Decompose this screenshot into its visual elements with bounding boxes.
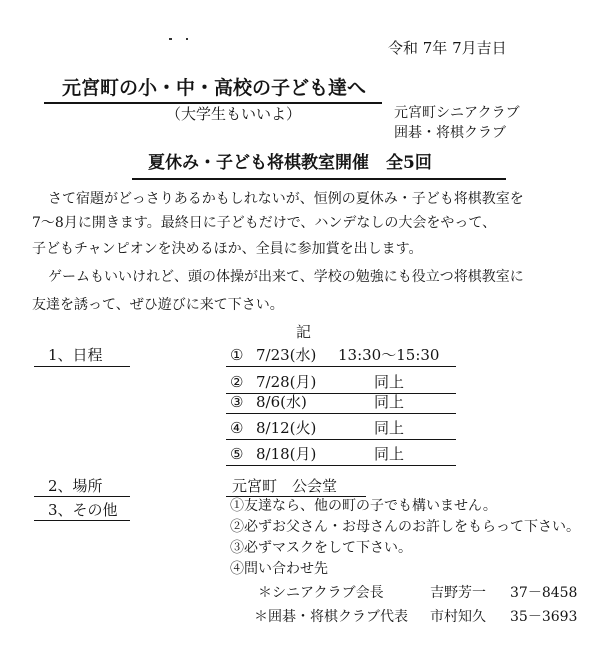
- sender-subclub: 囲碁・将棋クラブ: [394, 125, 506, 141]
- other-label-underline: [34, 520, 130, 521]
- schedule-row-time: 同上: [374, 393, 405, 411]
- place-label-underline: [34, 496, 130, 497]
- schedule-row-date: 8/18(月): [256, 445, 317, 463]
- title-underline: [132, 178, 506, 180]
- body-line: 子どもチャンピオンを決めるほか、全員に参加賞を出します。: [32, 241, 423, 257]
- issue-date: 令和 7年 7月吉日: [388, 39, 507, 57]
- addressee-note: （大学生もいいよ）: [166, 105, 302, 123]
- schedule-row-underline: [226, 413, 456, 414]
- place-value: 元宮町 公会堂: [232, 477, 338, 495]
- other-item: ④問い合わせ先: [230, 561, 328, 577]
- schedule-row-underline: [226, 465, 456, 466]
- schedule-row-time: 同上: [374, 373, 405, 391]
- schedule-row-number: ④: [230, 419, 244, 437]
- contact-role: ＊シニアクラブ会長: [258, 585, 384, 601]
- schedule-label: 1、日程: [48, 346, 103, 364]
- scan-speck: [186, 38, 188, 40]
- schedule-row: [230, 345, 440, 365]
- ki-mark: 記: [296, 323, 312, 341]
- schedule-row-time: 同上: [374, 445, 405, 463]
- addressee: 元宮町の小・中・高校の子ども達へ: [62, 77, 367, 99]
- schedule-row-time: 同上: [374, 419, 405, 437]
- body-line: ゲームもいいけれど、頭の体操が出来て、学校の勉強にも役立つ将棋教室に: [48, 269, 524, 285]
- schedule-row-number: ⑤: [230, 445, 244, 463]
- body-line: 友達を誘って、ぜひ遊びに来て下さい。: [32, 297, 284, 313]
- document-title: 夏休み・子ども将棋教室開催 全5回: [148, 153, 432, 173]
- schedule-row: [230, 392, 405, 412]
- contact-role: ＊囲碁・将棋クラブ代表: [254, 609, 408, 625]
- schedule-row: [230, 444, 405, 464]
- contact-name: 市村知久: [430, 609, 486, 625]
- schedule-row-date: 8/12(火): [256, 419, 317, 437]
- schedule-row-number: ③: [230, 393, 244, 411]
- schedule-row-date: 7/28(月): [256, 373, 317, 391]
- other-item: ①友達なら、他の町の子でも構いません。: [230, 498, 497, 514]
- body-line: さて宿題がどっさりあるかもしれないが、恒例の夏休み・子ども将棋教室を: [48, 191, 524, 207]
- other-label: 3、その他: [48, 501, 118, 519]
- sender-club: 元宮町シニアクラブ: [394, 105, 520, 121]
- schedule-row-number: ①: [230, 346, 244, 364]
- other-item: ②必ずお父さん・お母さんのお許しをもらって下さい。: [230, 519, 580, 535]
- contact-phone: 37－8458: [510, 585, 578, 601]
- schedule-row: [230, 418, 405, 438]
- body-line: 7～8月に開きます。最終日に子どもだけで、ハンデなしの大会をやって、: [32, 215, 497, 231]
- schedule-row-underline: [226, 439, 456, 440]
- place-label: 2、場所: [48, 477, 103, 495]
- other-item: ③必ずマスクをして下さい。: [230, 540, 412, 556]
- schedule-row-underline: [226, 366, 456, 367]
- schedule-label-underline: [34, 366, 130, 367]
- schedule-row-date: 7/23(水): [256, 346, 317, 364]
- schedule-row-date: 8/6(水): [256, 393, 307, 411]
- schedule-row-number: ②: [230, 373, 244, 391]
- contact-phone: 35－3693: [510, 609, 578, 625]
- contact-name: 吉野芳一: [430, 585, 486, 601]
- schedule-row-time: 13:30～15:30: [338, 346, 440, 364]
- schedule-row: [230, 372, 405, 392]
- scan-speck: [169, 38, 172, 40]
